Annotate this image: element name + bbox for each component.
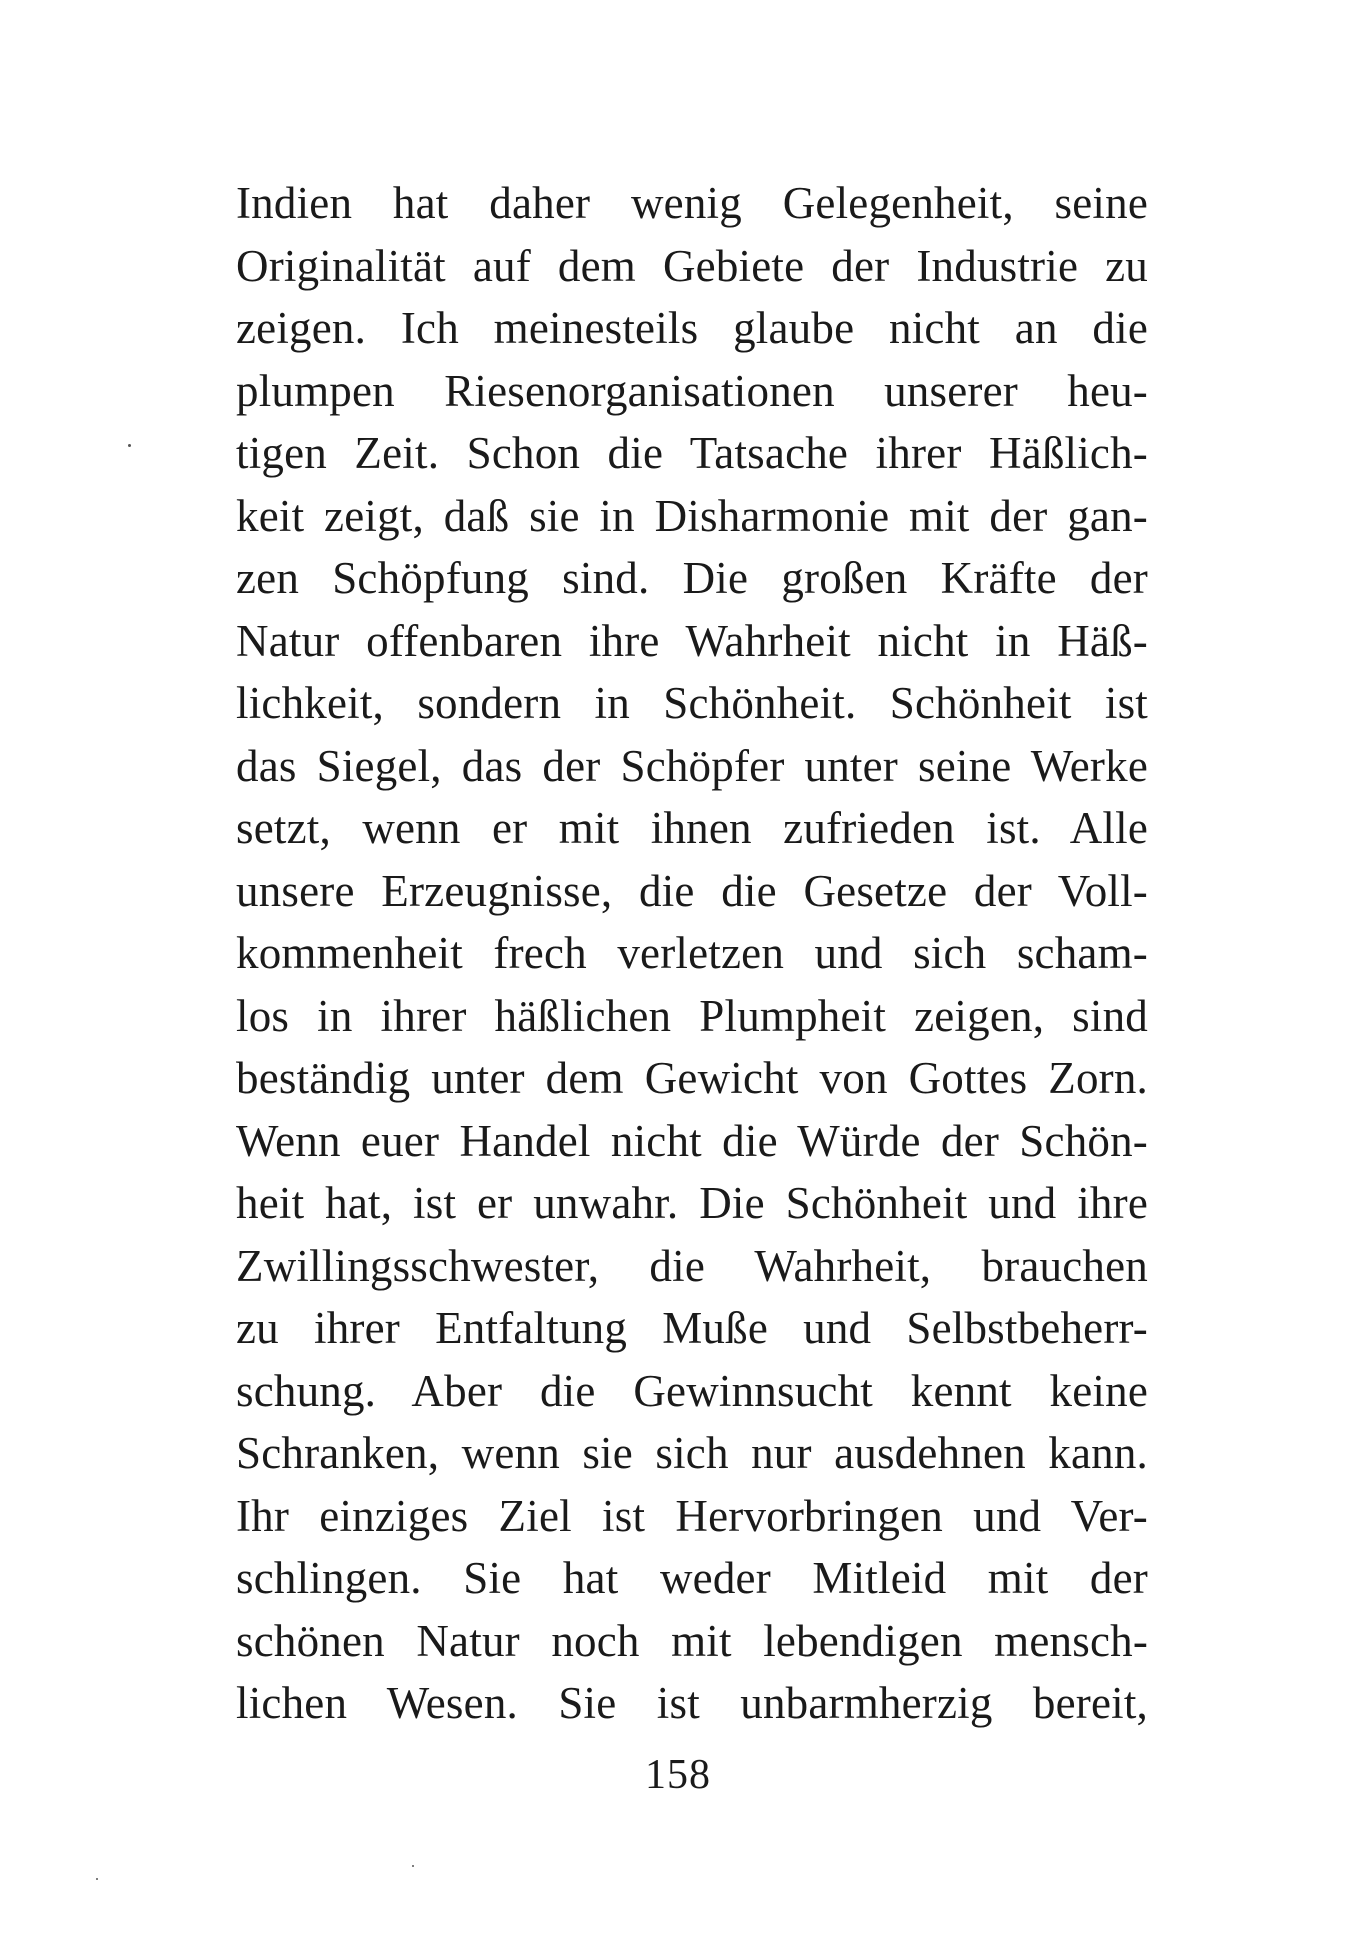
text-line: kommenheit frech verletzen und sich scham-	[236, 928, 1148, 978]
text-line: tigen Zeit. Schon die Tatsache ihrer Häßlich-	[236, 428, 1148, 478]
text-line: los in ihrer häßlichen Plumpheit zeigen, sind	[236, 990, 1148, 1041]
text-line: Schranken, wenn sie sich nur ausdehnen kann.	[236, 1428, 1148, 1478]
text-line: zen Schöpfung sind. Die großen Kräfte der	[236, 553, 1148, 603]
scan-speck	[412, 1865, 414, 1867]
text-line: keit zeigt, daß sie in Disharmonie mit der gan-	[236, 490, 1148, 541]
text-line: lichkeit, sondern in Schönheit. Schönheit ist	[236, 678, 1148, 728]
text-line: Zwillingsschwester, die Wahrheit, brauchen	[236, 1240, 1148, 1291]
text-line: schönen Natur noch mit lebendigen mensch-	[236, 1615, 1148, 1666]
text-line: Ihr einziges Ziel ist Hervorbringen und Ver-	[236, 1490, 1148, 1541]
text-line: zeigen. Ich meinesteils glaube nicht an die	[236, 303, 1148, 353]
text-line: unsere Erzeugnisse, die die Gesetze der Voll-	[236, 865, 1148, 916]
text-line: heit hat, ist er unwahr. Die Schönheit und ihre	[236, 1178, 1148, 1228]
text-line: setzt, wenn er mit ihnen zufrieden ist. Alle	[236, 803, 1148, 853]
text-line: lichen Wesen. Sie ist unbarmherzig bereit,	[236, 1678, 1148, 1728]
text-line: schlingen. Sie hat weder Mitleid mit der	[236, 1553, 1148, 1603]
text-line: plumpen Riesenorganisationen unserer heu-	[236, 365, 1148, 416]
text-line: Originalität auf dem Gebiete der Industrie zu	[236, 240, 1148, 291]
scan-speck	[128, 444, 131, 447]
scan-speck	[96, 1878, 98, 1880]
text-line: beständig unter dem Gewicht von Gottes Zorn.	[236, 1053, 1148, 1103]
text-line: Wenn euer Handel nicht die Würde der Schön-	[236, 1115, 1148, 1166]
text-line: schung. Aber die Gewinnsucht kennt keine	[236, 1365, 1148, 1416]
page-number: 158	[645, 1752, 711, 1798]
body-text	[236, 172, 1148, 1735]
text-line: zu ihrer Entfaltung Muße und Selbstbeherr-	[236, 1303, 1148, 1353]
text-line: Indien hat daher wenig Gelegenheit, seine	[236, 178, 1148, 228]
text-line: Natur offenbaren ihre Wahrheit nicht in Häß-	[236, 615, 1148, 666]
text-line: das Siegel, das der Schöpfer unter seine Werke	[236, 740, 1148, 791]
